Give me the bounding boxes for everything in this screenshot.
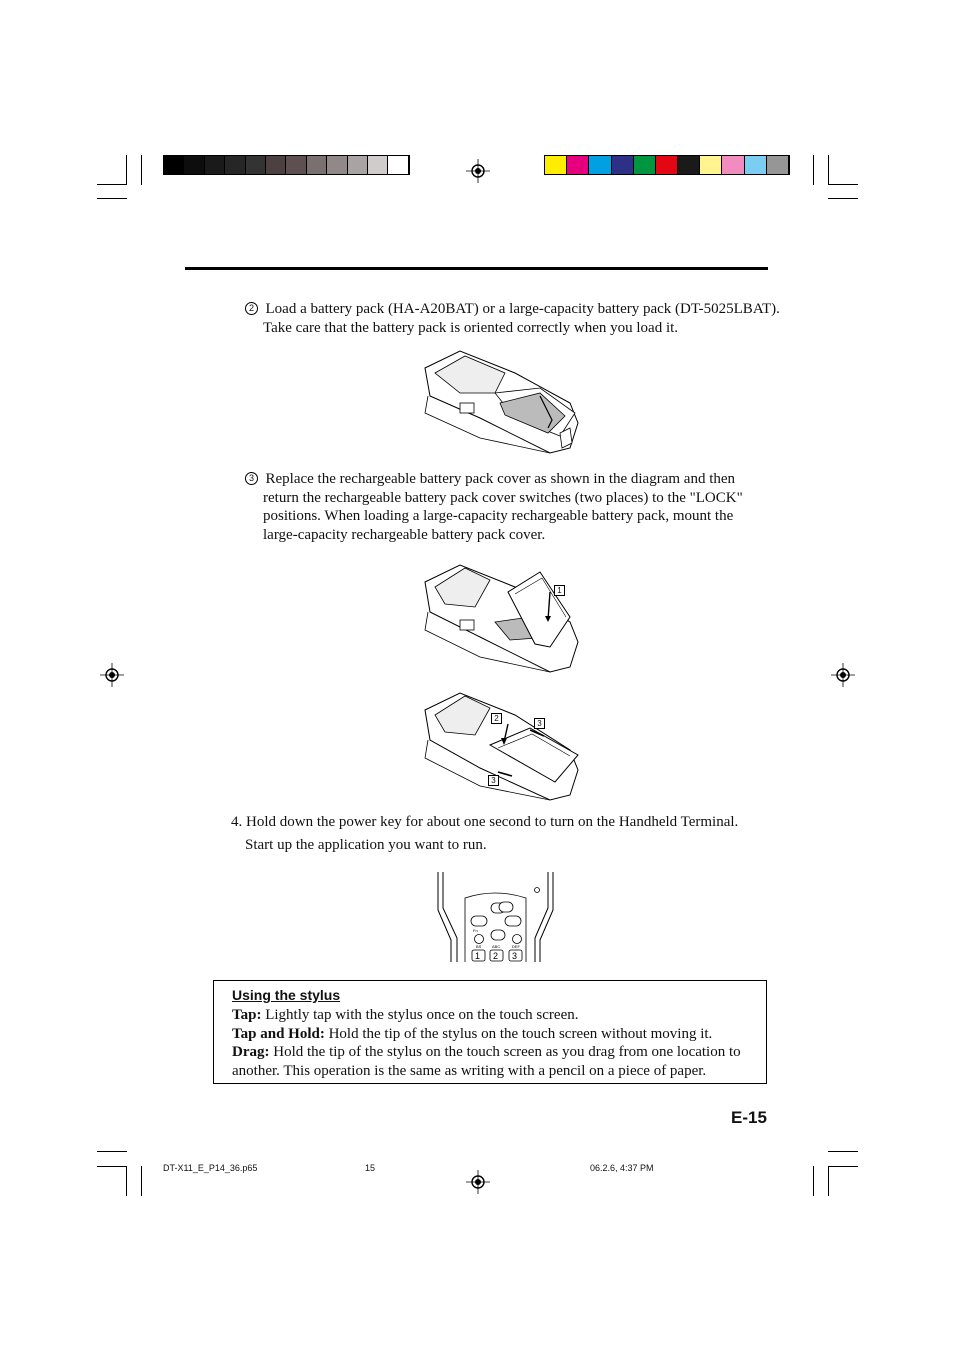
footer-page: 15 bbox=[365, 1163, 376, 1173]
color-swatch bbox=[634, 156, 656, 174]
color-swatch bbox=[722, 156, 744, 174]
crop-mark bbox=[828, 1166, 829, 1196]
color-swatch bbox=[589, 156, 611, 174]
color-swatch bbox=[767, 156, 789, 174]
crop-mark bbox=[828, 184, 858, 185]
color-swatch bbox=[678, 156, 700, 174]
handheld-keypad-illustration bbox=[433, 870, 558, 964]
crop-mark bbox=[97, 1151, 127, 1152]
lock-switch-illustration bbox=[420, 690, 580, 805]
tap-and-hold-description: Tap and Hold: Hold the tip of the stylus on the touch screen without moving it. bbox=[232, 1026, 713, 1042]
crop-mark bbox=[141, 1166, 142, 1196]
color-swatch bbox=[612, 156, 634, 174]
battery-load-illustration bbox=[420, 348, 580, 456]
figure-step-label: 1 bbox=[554, 585, 565, 596]
color-swatch bbox=[307, 156, 327, 174]
footer-date: 06.2.6, 4:37 PM bbox=[590, 1163, 654, 1173]
color-swatch bbox=[184, 156, 204, 174]
registration-mark-icon bbox=[831, 663, 855, 687]
fn-key-label: Fn bbox=[473, 928, 478, 933]
color-swatch bbox=[246, 156, 266, 174]
color-swatch bbox=[700, 156, 722, 174]
step-number-circle: 2 bbox=[245, 302, 258, 315]
crop-mark bbox=[828, 198, 858, 199]
color-swatch bbox=[327, 156, 347, 174]
stylus-box-title: Using the stylus bbox=[232, 987, 341, 1003]
cmyk-color-bar bbox=[544, 155, 790, 175]
registration-mark-icon bbox=[466, 159, 490, 183]
crop-mark bbox=[126, 1166, 127, 1196]
figure-step-label: 3 bbox=[488, 775, 499, 786]
registration-mark-icon bbox=[100, 663, 124, 687]
crop-mark bbox=[813, 1166, 814, 1196]
figure-step-label: 3 bbox=[534, 718, 545, 729]
key-3-label: 3 bbox=[512, 951, 518, 961]
crop-mark bbox=[828, 155, 829, 185]
step-number-circle: 3 bbox=[245, 472, 258, 485]
tap-description: Tap: Lightly tap with the stylus once on the touch screen. bbox=[232, 1007, 579, 1023]
step-2-text: 2 Load a battery pack (HA-A20BAT) or a large-capacity battery pack (DT-5025LBAT). Take care that the battery pack is oriented correctly when you load it. bbox=[245, 300, 780, 337]
def-key-label: DEF bbox=[512, 944, 520, 949]
step-3-text: 3 Replace the rechargeable battery pack cover as shown in the diagram and then return the rechargeable battery pack cover switches (two places) to the "LOCK" positions. When loading a large-capacity rechargeable battery pack, mount the large-capacity rechargeable battery pack cover. bbox=[245, 470, 743, 545]
cover-attach-illustration bbox=[420, 562, 580, 674]
grayscale-color-bar bbox=[163, 155, 410, 175]
bs-key-label: BS bbox=[476, 944, 482, 949]
color-swatch bbox=[368, 156, 388, 174]
crop-mark bbox=[126, 155, 127, 185]
header-rule bbox=[185, 267, 768, 270]
figure-step-label: 2 bbox=[491, 713, 502, 724]
crop-mark bbox=[97, 184, 127, 185]
color-swatch bbox=[266, 156, 286, 174]
color-swatch bbox=[545, 156, 567, 174]
crop-mark bbox=[97, 198, 127, 199]
crop-mark bbox=[828, 1151, 858, 1152]
drag-description: Drag: Hold the tip of the stylus on the touch screen as you drag from one location to bbox=[232, 1044, 741, 1060]
crop-mark bbox=[141, 155, 142, 185]
color-swatch bbox=[225, 156, 245, 174]
color-swatch bbox=[164, 156, 184, 174]
color-swatch bbox=[286, 156, 306, 174]
drag-description-continued: another. This operation is the same as writing with a pencil on a piece of paper. bbox=[232, 1063, 707, 1079]
color-swatch bbox=[348, 156, 368, 174]
footer-filename: DT-X11_E_P14_36.p65 bbox=[163, 1163, 258, 1173]
crop-mark bbox=[828, 1166, 858, 1167]
color-swatch bbox=[567, 156, 589, 174]
color-swatch bbox=[205, 156, 225, 174]
crop-mark bbox=[813, 155, 814, 185]
color-swatch bbox=[388, 156, 408, 174]
key-1-label: 1 bbox=[475, 951, 481, 961]
page-number: E-15 bbox=[731, 1108, 767, 1127]
crop-mark bbox=[97, 1166, 127, 1167]
color-swatch bbox=[745, 156, 767, 174]
registration-mark-icon bbox=[466, 1170, 490, 1194]
abc-key-label: ABC bbox=[492, 944, 501, 949]
key-2-label: 2 bbox=[493, 951, 499, 961]
color-swatch bbox=[656, 156, 678, 174]
step-4-text: 4. Hold down the power key for about one second to turn on the Handheld Terminal. Start up the application you want to run. bbox=[231, 814, 739, 853]
